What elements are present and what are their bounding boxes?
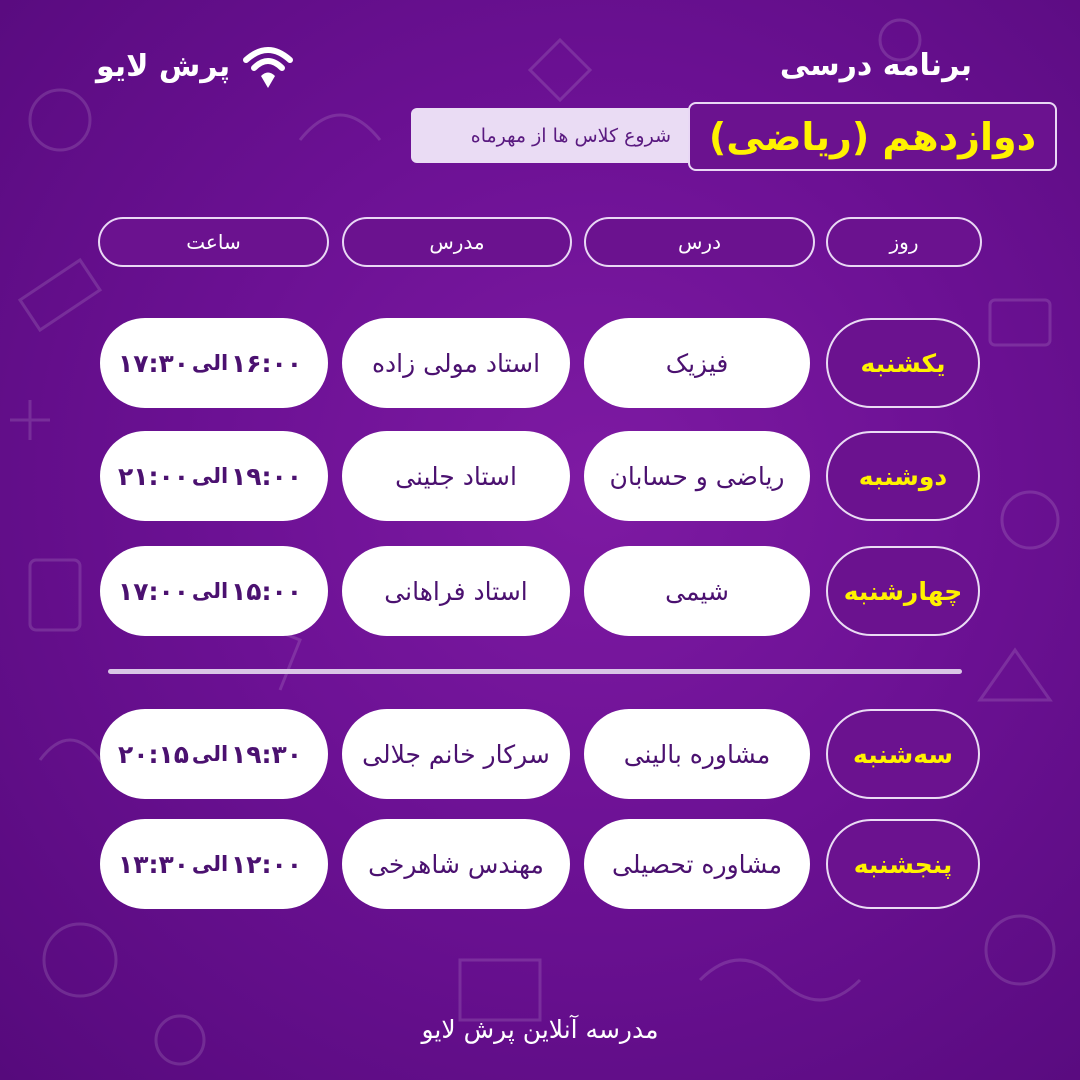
time-start: ۱۵:۰۰ bbox=[230, 576, 302, 606]
column-header-day-label: روز bbox=[889, 230, 919, 254]
time-start: ۱۶:۰۰ bbox=[230, 348, 302, 378]
schedule-teacher bbox=[342, 819, 570, 909]
day-label: دوشنبه bbox=[858, 461, 948, 491]
teacher-label: سرکار خانم جلالی bbox=[362, 739, 550, 769]
day-label: چهارشنبه bbox=[843, 576, 963, 606]
grade-title-text: دوازدهم (ریاضی) bbox=[708, 114, 1037, 159]
time-end: ۲۰:۱۵ bbox=[118, 739, 190, 769]
brand-name: پرش لایو bbox=[96, 48, 231, 84]
schedule-time bbox=[100, 819, 328, 909]
schedule-lesson bbox=[584, 546, 810, 636]
day-label: سه‌شنبه bbox=[853, 739, 953, 769]
teacher-label: استاد فراهانی bbox=[384, 576, 528, 606]
day-label: یکشنبه bbox=[860, 348, 946, 378]
teacher-label: استاد مولی زاده bbox=[371, 348, 541, 378]
schedule-time bbox=[100, 709, 328, 799]
schedule-time bbox=[100, 431, 328, 521]
column-header-teacher-label: مدرس bbox=[429, 230, 485, 254]
lesson-label: شیمی bbox=[665, 576, 729, 606]
time-start: ۱۲:۰۰ bbox=[230, 849, 302, 879]
day-label: پنجشنبه bbox=[853, 849, 953, 879]
time-end: ۱۷:۳۰ bbox=[118, 348, 190, 378]
schedule-teacher bbox=[342, 546, 570, 636]
column-header-teacher bbox=[342, 217, 572, 267]
schedule-day bbox=[826, 819, 980, 909]
teacher-label: مهندس شاهرخی bbox=[368, 849, 544, 879]
section-divider bbox=[108, 669, 962, 674]
time-end: ۲۱:۰۰ bbox=[118, 461, 190, 491]
footer-school-name: مدرسه آنلاین پرش لایو bbox=[421, 1015, 659, 1044]
start-date-note bbox=[411, 108, 711, 163]
schedule-day bbox=[826, 709, 980, 799]
lesson-label: مشاوره بالینی bbox=[623, 739, 771, 769]
teacher-label: استاد جلینی bbox=[395, 461, 517, 491]
schedule-teacher bbox=[342, 431, 570, 521]
brand-logo bbox=[96, 38, 296, 94]
schedule-day bbox=[826, 318, 980, 408]
time-separator: الی bbox=[191, 464, 229, 488]
column-header-lesson-label: درس bbox=[678, 230, 721, 254]
wifi-shield-icon bbox=[240, 38, 296, 94]
schedule-lesson bbox=[584, 318, 810, 408]
start-date-text: شروع کلاس ها از مهرماه bbox=[470, 124, 671, 147]
lesson-label: فیزیک bbox=[665, 348, 729, 378]
time-separator: الی bbox=[191, 742, 229, 766]
lesson-label: مشاوره تحصیلی bbox=[612, 849, 782, 879]
time-start: ۱۹:۳۰ bbox=[230, 739, 302, 769]
schedule-lesson bbox=[584, 819, 810, 909]
grade-title bbox=[688, 102, 1057, 171]
column-header-lesson bbox=[584, 217, 815, 267]
schedule-teacher bbox=[342, 318, 570, 408]
schedule-teacher bbox=[342, 709, 570, 799]
schedule-lesson bbox=[584, 709, 810, 799]
schedule-lesson bbox=[584, 431, 810, 521]
page-heading: برنامه درسی bbox=[779, 48, 972, 83]
time-end: ۱۷:۰۰ bbox=[118, 576, 190, 606]
schedule-time bbox=[100, 546, 328, 636]
column-header-day bbox=[826, 217, 982, 267]
time-separator: الی bbox=[191, 351, 229, 375]
schedule-day bbox=[826, 431, 980, 521]
schedule-day bbox=[826, 546, 980, 636]
lesson-label: ریاضی و حسابان bbox=[609, 461, 785, 491]
schedule-time bbox=[100, 318, 328, 408]
column-header-time-label: ساعت bbox=[186, 230, 241, 254]
column-header-time bbox=[98, 217, 329, 267]
time-end: ۱۳:۳۰ bbox=[118, 849, 190, 879]
time-separator: الی bbox=[191, 852, 229, 876]
time-separator: الی bbox=[191, 579, 229, 603]
time-start: ۱۹:۰۰ bbox=[230, 461, 302, 491]
